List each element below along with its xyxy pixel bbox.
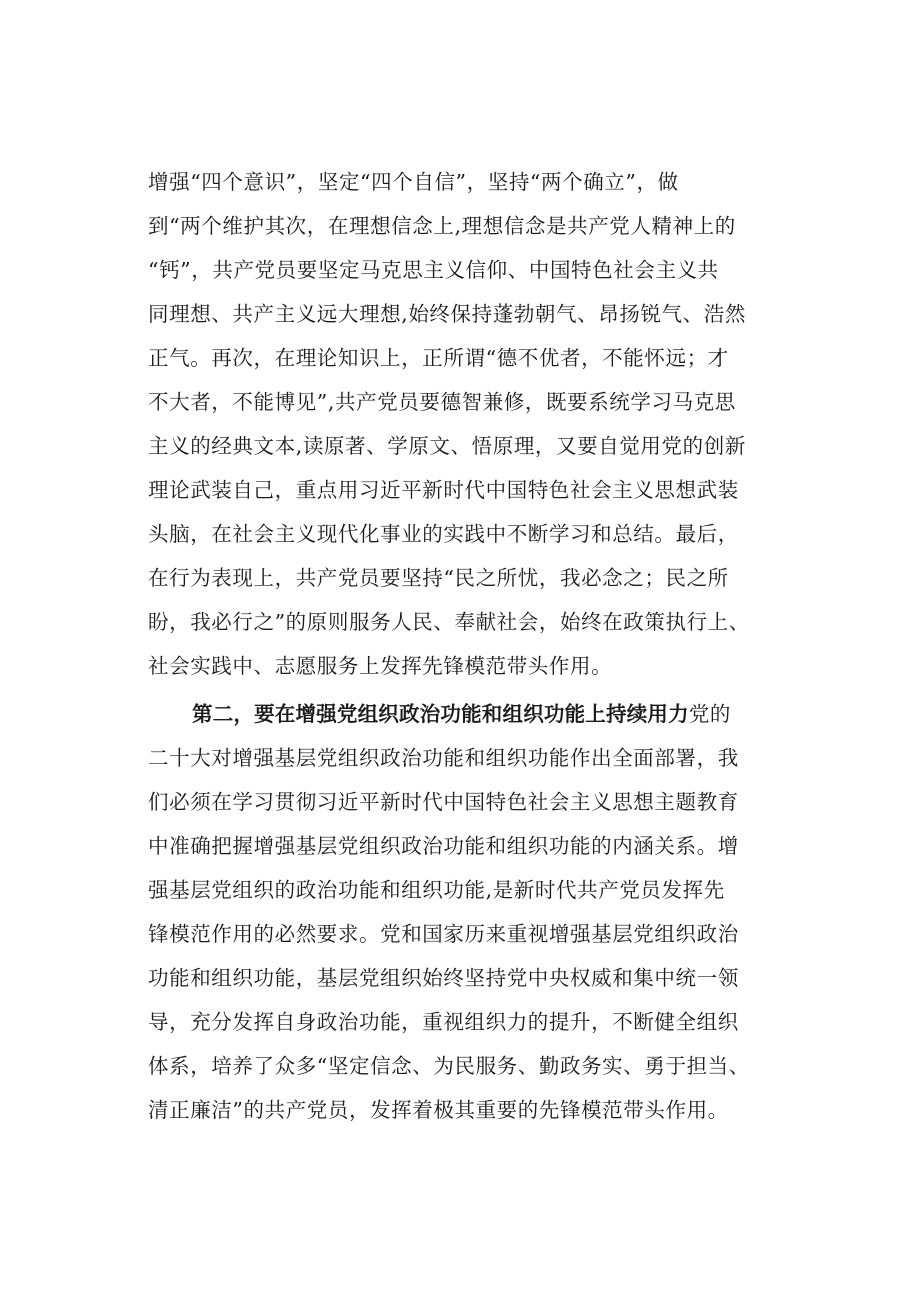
paragraph-1-line: 在行为表现上，共产党员要坚持“民之所忧，我必念之；民之所 [148, 566, 729, 590]
paragraph-1-line: 理论武装自己，重点用习近平新时代中国特色社会主义思想武装 [148, 478, 739, 502]
paragraph-2-line: 功能和组织功能，基层党组织始终坚持党中央权威和集中统一领 [148, 966, 739, 990]
paragraph-2-line: 导，充分发挥自身政治功能，重视组织力的提升，不断健全组织 [148, 1010, 739, 1034]
paragraph-2-first-line-rest: 党的 [688, 702, 732, 726]
paragraph-1-line: 正气。再次，在理论知识上，正所谓“德不优者，不能怀远；才 [148, 346, 729, 370]
paragraph-1-line: 到“两个维护其次，在理想信念上,理想信念是共产党人精神上的 [148, 214, 736, 238]
paragraph-1-line: 同理想、共产主义远大理想,始终保持蓬勃朝气、昂扬锐气、浩然 [148, 302, 746, 326]
paragraph-2-line: 体系，培养了众多“坚定信念、为民服务、勤政务实、勇于担当、 [148, 1054, 750, 1078]
paragraph-2-line: 们必须在学习贯彻习近平新时代中国特色社会主义思想主题教育 [148, 790, 739, 814]
paragraph-1-line: “钙”，共产党员要坚定马克思主义信仰、中国特色社会主义共 [148, 258, 719, 282]
paragraph-2-line: 清正廉洁”的共产党员，发挥着极其重要的先锋模范带头作用。 [148, 1098, 729, 1122]
paragraph-2-line: 锋模范作用的必然要求。党和国家历来重视增强基层党组织政治 [148, 922, 739, 946]
paragraph-1-line: 盼，我必行之”的原则服务人民、奉献社会，始终在政策执行上、 [148, 610, 750, 634]
paragraph-1-line: 头脑，在社会主义现代化事业的实践中不断学习和总结。最后， [148, 522, 739, 546]
paragraph-2-line: 强基层党组织的政治功能和组织功能,是新时代共产党员发挥先 [148, 878, 725, 902]
paragraph-1-line: 主义的经典文本,读原著、学原文、悟原理，又要自觉用党的创新 [148, 434, 746, 458]
paragraph-2-line: 二十大对增强基层党组织政治功能和组织功能作出全面部署，我 [148, 746, 739, 770]
paragraph-2-line: 中准确把握增强基层党组织政治功能和组织功能的内涵关系。增 [148, 834, 739, 858]
paragraph-1-line: 增强“四个意识”，坚定“四个自信”，坚持“两个确立”，做 [148, 170, 679, 194]
paragraph-2-first-line [192, 692, 731, 736]
paragraph-1-line: 不大者，不能博见”,共产党员要德智兼修，既要系统学习马克思 [148, 390, 736, 414]
section-heading: 第二，要在增强党组织政治功能和组织功能上持续用力 [192, 702, 689, 726]
paragraph-1-line: 社会实践中、志愿服务上发挥先锋模范带头作用。 [148, 654, 613, 678]
